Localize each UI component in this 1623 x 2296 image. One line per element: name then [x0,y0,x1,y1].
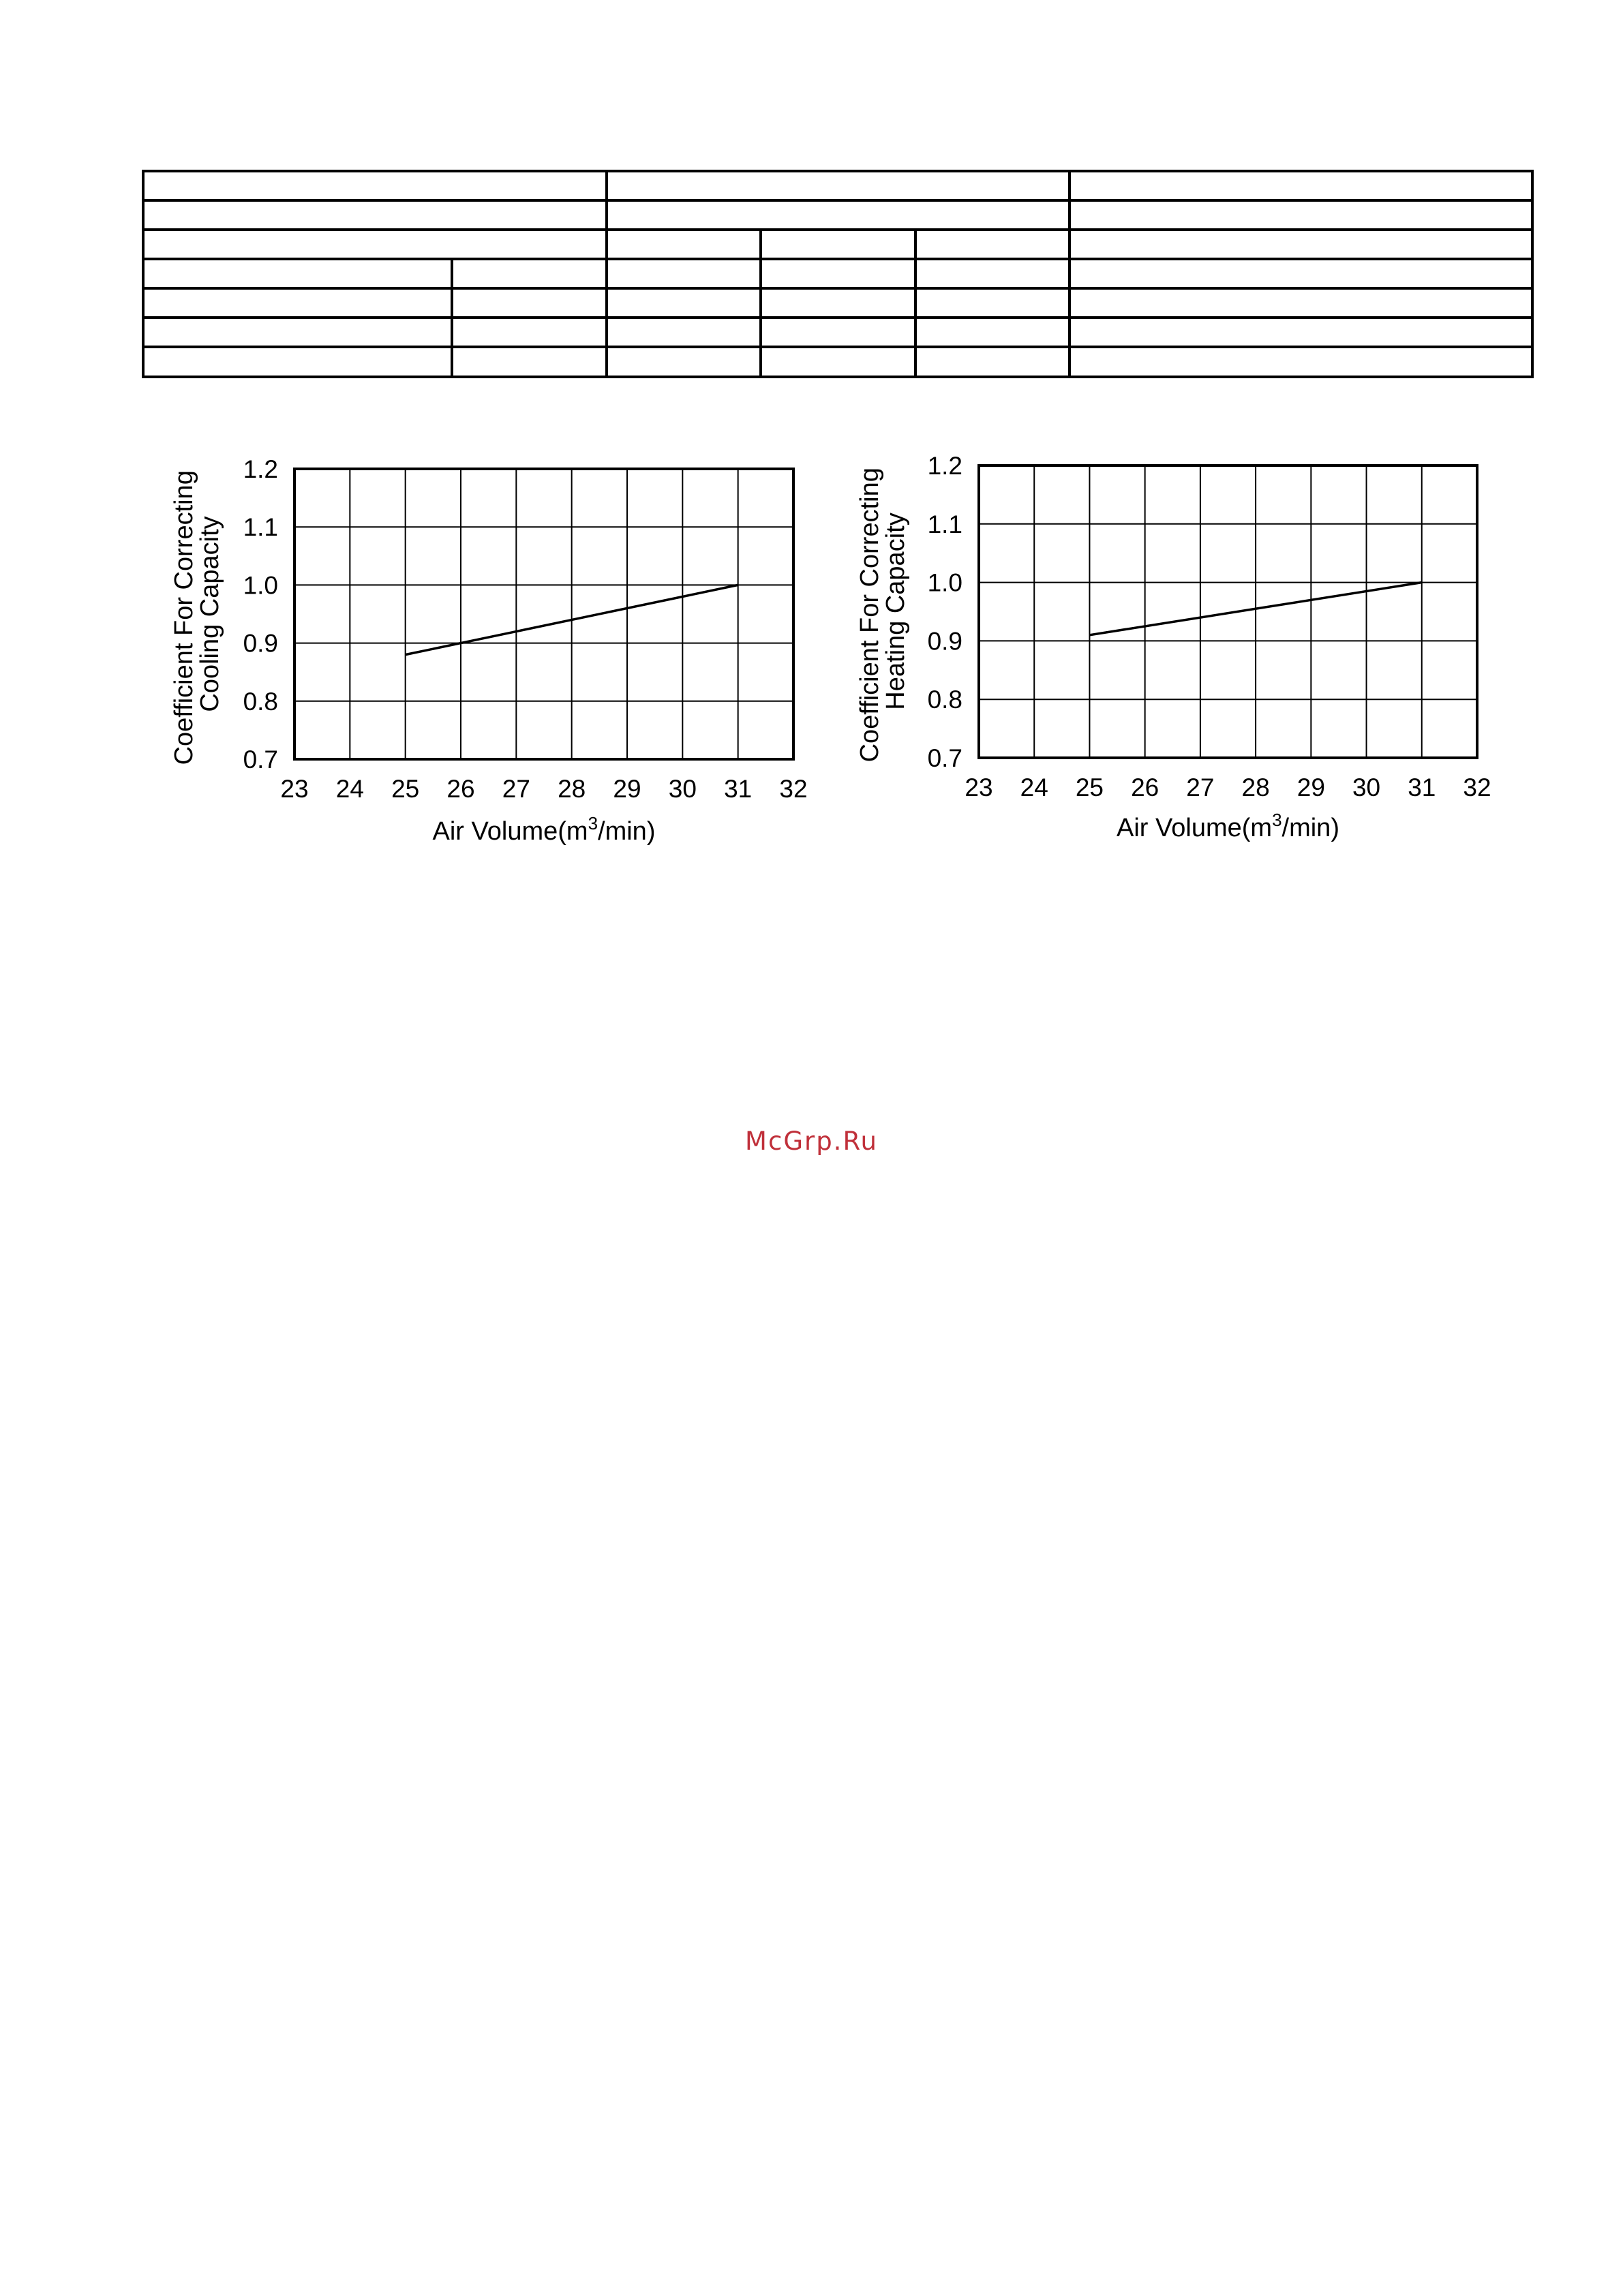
y-tick-label: 0.9 [243,629,278,658]
x-tick-label: 31 [724,775,753,803]
x-tick-label: 24 [1020,774,1048,801]
y-tick-label: 1.1 [927,510,962,538]
y-tick-label: 0.9 [927,627,962,656]
x-tick-label: 31 [1408,774,1436,801]
x-tick-label: 29 [613,775,641,803]
x-tick-label: 28 [558,775,586,803]
y-tick-label: 1.2 [243,455,278,483]
x-tick-label: 32 [779,775,808,803]
watermark-text: McGrp.Ru [745,1127,878,1156]
y-tick-label: 1.1 [243,513,278,542]
x-tick-label: 32 [1463,774,1491,801]
x-axis-title-superscript: 3 [1272,810,1282,830]
x-axis-title-main: Air Volume(m [432,817,588,846]
x-tick-label: 26 [1131,774,1159,801]
x-tick-label: 28 [1241,774,1270,801]
chart-ticks [928,452,1491,801]
x-tick-label: 23 [965,774,993,801]
y-axis-title-line-2: Heating Capacity [881,512,910,710]
x-tick-label: 30 [668,775,697,803]
x-tick-label: 29 [1296,774,1325,801]
y-axis-title [855,461,910,763]
y-tick-label: 1.2 [927,452,962,480]
y-axis-title-line-2: Cooling Capacity [196,516,224,712]
plot-frame [979,465,1477,758]
x-tick-label: 25 [1075,774,1104,801]
x-tick-label: 27 [1186,774,1215,801]
x-axis-title-main: Air Volume(m [1117,814,1273,842]
x-tick-label: 30 [1352,774,1381,801]
x-tick-label: 25 [391,775,420,803]
y-axis-title-line-1: Coefficient For Correcting [170,470,198,765]
x-axis-title [1117,810,1339,842]
x-axis-title-suffix: /min) [1281,814,1339,842]
x-tick-label: 24 [335,775,364,803]
y-tick-label: 0.8 [927,686,962,714]
y-tick-label: 0.8 [243,687,278,716]
x-tick-label: 26 [446,775,475,803]
x-axis-title-superscript: 3 [588,813,598,833]
y-tick-label: 0.7 [927,744,962,772]
x-tick-label: 23 [280,775,309,803]
y-tick-label: 0.7 [243,746,278,774]
y-axis-title-line-1: Coefficient For Correcting [855,468,884,763]
x-tick-label: 27 [502,775,530,803]
heating-capacity-chart [0,0,1623,886]
chart-grid [979,465,1477,758]
y-tick-label: 1.0 [927,568,962,597]
y-tick-label: 1.0 [243,571,278,600]
x-axis-title-suffix: /min) [598,817,656,846]
